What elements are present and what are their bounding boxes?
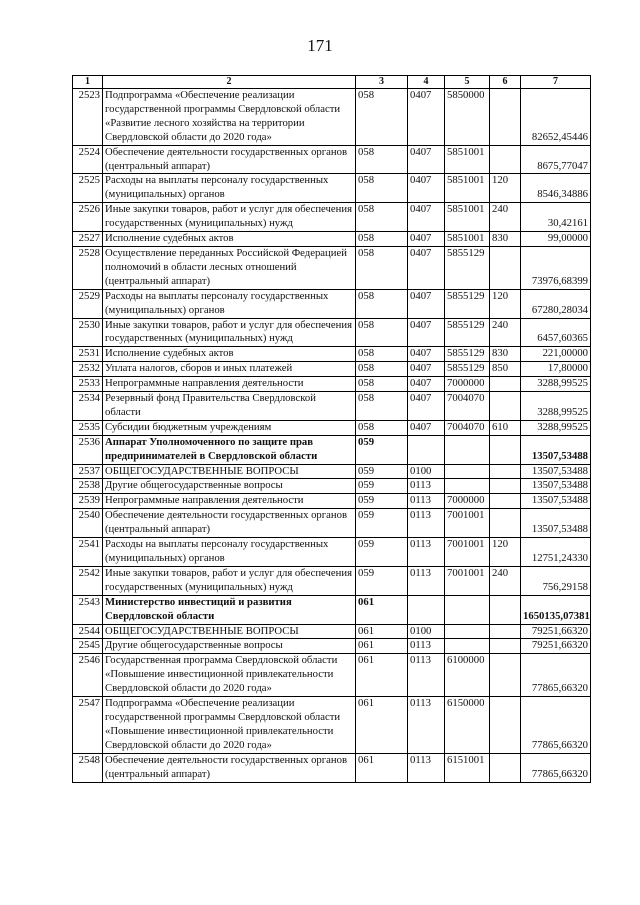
row-code-expense (490, 145, 521, 174)
row-code-section: 0100 (408, 464, 445, 479)
row-number: 2527 (73, 232, 103, 247)
row-code-expense (490, 654, 521, 697)
row-code-admin: 058 (356, 318, 408, 347)
table-row (73, 538, 591, 567)
row-code-expense (490, 595, 521, 624)
row-code-target (445, 595, 490, 624)
header-col-6: 6 (490, 76, 521, 89)
row-code-section: 0113 (408, 538, 445, 567)
row-code-expense (490, 624, 521, 639)
header-col-4: 4 (408, 76, 445, 89)
row-amount: 13507,53488 (521, 494, 591, 509)
table-row (73, 89, 591, 146)
row-number: 2537 (73, 464, 103, 479)
row-code-expense: 120 (490, 174, 521, 203)
row-code-admin: 061 (356, 697, 408, 754)
row-code-admin: 059 (356, 464, 408, 479)
row-description: Расходы на выплаты персоналу государственных (муниципальных) органов (103, 538, 356, 567)
row-description: Непрограммные направления деятельности (103, 494, 356, 509)
row-description: Подпрограмма «Обеспечение реализации государственной программы Свердловской области «Развитие лесного хозяйства на территории Свердловской области до 2020 года» (103, 89, 356, 146)
row-amount: 13507,53488 (521, 464, 591, 479)
row-number: 2546 (73, 654, 103, 697)
row-code-expense: 240 (490, 566, 521, 595)
row-code-expense: 240 (490, 203, 521, 232)
row-code-target: 5855129 (445, 362, 490, 377)
row-code-section: 0407 (408, 289, 445, 318)
row-number: 2525 (73, 174, 103, 203)
row-description: ОБЩЕГОСУДАРСТВЕННЫЕ ВОПРОСЫ (103, 624, 356, 639)
row-code-admin: 059 (356, 494, 408, 509)
row-description: Аппарат Уполномоченного по защите прав предпринимателей в Свердловской области (103, 435, 356, 464)
table-row (73, 174, 591, 203)
row-amount: 67280,28034 (521, 289, 591, 318)
row-code-section: 0407 (408, 347, 445, 362)
row-code-section: 0113 (408, 753, 445, 782)
table-row (73, 435, 591, 464)
row-code-admin: 058 (356, 362, 408, 377)
table-row (73, 566, 591, 595)
row-description: Иные закупки товаров, работ и услуг для обеспечения государственных (муниципальных) нужд (103, 318, 356, 347)
row-code-expense: 120 (490, 538, 521, 567)
row-code-section: 0407 (408, 232, 445, 247)
row-code-target: 7000000 (445, 494, 490, 509)
row-code-section: 0407 (408, 362, 445, 377)
page-number: 171 (307, 36, 333, 55)
row-code-target: 7001001 (445, 538, 490, 567)
row-code-target: 5850000 (445, 89, 490, 146)
table-row (73, 697, 591, 754)
row-code-target: 5855129 (445, 289, 490, 318)
row-code-expense (490, 509, 521, 538)
row-code-section: 0407 (408, 318, 445, 347)
row-number: 2539 (73, 494, 103, 509)
table-row (73, 494, 591, 509)
row-amount: 756,29158 (521, 566, 591, 595)
row-number: 2538 (73, 479, 103, 494)
row-code-expense: 240 (490, 318, 521, 347)
table-row (73, 392, 591, 421)
row-code-target: 5855129 (445, 246, 490, 289)
table-row (73, 639, 591, 654)
row-code-expense (490, 377, 521, 392)
row-code-section: 0113 (408, 566, 445, 595)
row-code-section (408, 435, 445, 464)
table-row (73, 753, 591, 782)
row-number: 2533 (73, 377, 103, 392)
row-amount: 8546,34886 (521, 174, 591, 203)
row-code-target (445, 479, 490, 494)
row-code-section: 0407 (408, 89, 445, 146)
row-description: Уплата налогов, сборов и иных платежей (103, 362, 356, 377)
row-code-admin: 058 (356, 377, 408, 392)
row-code-target (445, 624, 490, 639)
row-number: 2531 (73, 347, 103, 362)
row-code-expense (490, 435, 521, 464)
row-code-section: 0113 (408, 639, 445, 654)
row-amount: 17,80000 (521, 362, 591, 377)
row-code-expense (490, 464, 521, 479)
row-code-section: 0113 (408, 654, 445, 697)
row-number: 2542 (73, 566, 103, 595)
row-description: Другие общегосударственные вопросы (103, 479, 356, 494)
row-code-target: 5851001 (445, 174, 490, 203)
row-description: Непрограммные направления деятельности (103, 377, 356, 392)
row-code-section: 0100 (408, 624, 445, 639)
row-code-target: 6150000 (445, 697, 490, 754)
header-col-5: 5 (445, 76, 490, 89)
row-code-target: 7001001 (445, 566, 490, 595)
table-row (73, 318, 591, 347)
row-description: Министерство инвестиций и развития Свердловской области (103, 595, 356, 624)
row-amount: 77865,66320 (521, 654, 591, 697)
row-description: Обеспечение деятельности государственных органов (центральный аппарат) (103, 145, 356, 174)
row-amount: 221,00000 (521, 347, 591, 362)
row-number: 2544 (73, 624, 103, 639)
row-amount: 79251,66320 (521, 639, 591, 654)
row-amount: 13507,53488 (521, 479, 591, 494)
row-description: Обеспечение деятельности государственных органов (центральный аппарат) (103, 509, 356, 538)
row-code-target: 7004070 (445, 420, 490, 435)
table-row (73, 289, 591, 318)
row-number: 2523 (73, 89, 103, 146)
row-number: 2535 (73, 420, 103, 435)
row-amount: 6457,60365 (521, 318, 591, 347)
row-number: 2528 (73, 246, 103, 289)
row-code-section: 0407 (408, 145, 445, 174)
row-number: 2524 (73, 145, 103, 174)
table-row (73, 509, 591, 538)
row-code-admin: 061 (356, 595, 408, 624)
row-amount: 3288,99525 (521, 392, 591, 421)
row-code-target: 5851001 (445, 232, 490, 247)
row-code-expense (490, 392, 521, 421)
row-description: Государственная программа Свердловской области «Повышение инвестиционной привлекательности Свердловской области до 2020 года» (103, 654, 356, 697)
header-col-2: 2 (103, 76, 356, 89)
row-code-admin: 058 (356, 174, 408, 203)
row-code-admin: 058 (356, 392, 408, 421)
row-code-target (445, 639, 490, 654)
row-code-target: 7000000 (445, 377, 490, 392)
row-code-admin: 059 (356, 566, 408, 595)
row-code-admin: 059 (356, 538, 408, 567)
row-amount: 12751,24330 (521, 538, 591, 567)
row-code-section: 0407 (408, 392, 445, 421)
table-header-row (73, 76, 591, 89)
row-code-expense (490, 479, 521, 494)
row-description: Расходы на выплаты персоналу государственных (муниципальных) органов (103, 174, 356, 203)
row-code-target (445, 464, 490, 479)
row-code-target (445, 435, 490, 464)
row-number: 2534 (73, 392, 103, 421)
row-amount: 99,00000 (521, 232, 591, 247)
row-number: 2543 (73, 595, 103, 624)
row-code-section: 0407 (408, 203, 445, 232)
table-row (73, 420, 591, 435)
row-description: Субсидии бюджетным учреждениям (103, 420, 356, 435)
table-row (73, 595, 591, 624)
row-amount: 73976,68399 (521, 246, 591, 289)
row-description: Осуществление переданных Российской Федерацией полномочий в области лесных отношений (центральный аппарат) (103, 246, 356, 289)
row-code-admin: 059 (356, 479, 408, 494)
budget-table (72, 75, 591, 783)
row-code-section: 0407 (408, 377, 445, 392)
row-number: 2547 (73, 697, 103, 754)
row-number: 2530 (73, 318, 103, 347)
row-code-admin: 058 (356, 232, 408, 247)
table-row (73, 203, 591, 232)
table-row (73, 624, 591, 639)
row-amount: 77865,66320 (521, 697, 591, 754)
row-code-target: 5851001 (445, 145, 490, 174)
row-code-admin: 061 (356, 753, 408, 782)
row-code-target: 6151001 (445, 753, 490, 782)
row-description: Иные закупки товаров, работ и услуг для обеспечения государственных (муниципальных) нужд (103, 203, 356, 232)
row-amount: 79251,66320 (521, 624, 591, 639)
row-amount: 8675,77047 (521, 145, 591, 174)
row-code-target: 7004070 (445, 392, 490, 421)
row-description: Обеспечение деятельности государственных органов (центральный аппарат) (103, 753, 356, 782)
row-code-expense (490, 246, 521, 289)
row-number: 2545 (73, 639, 103, 654)
row-amount: 77865,66320 (521, 753, 591, 782)
table-row (73, 347, 591, 362)
row-number: 2536 (73, 435, 103, 464)
row-code-admin: 058 (356, 347, 408, 362)
row-code-expense (490, 89, 521, 146)
row-code-section: 0407 (408, 420, 445, 435)
row-code-admin: 059 (356, 435, 408, 464)
row-code-expense (490, 697, 521, 754)
row-code-section: 0113 (408, 697, 445, 754)
row-code-admin: 061 (356, 624, 408, 639)
row-amount: 30,42161 (521, 203, 591, 232)
row-code-target: 7001001 (445, 509, 490, 538)
row-code-expense (490, 753, 521, 782)
row-code-expense: 610 (490, 420, 521, 435)
table-row (73, 377, 591, 392)
row-description: Резервный фонд Правительства Свердловской области (103, 392, 356, 421)
row-number: 2541 (73, 538, 103, 567)
row-amount: 82652,45446 (521, 89, 591, 146)
row-code-expense: 830 (490, 347, 521, 362)
table-row (73, 654, 591, 697)
table-row (73, 232, 591, 247)
row-code-admin: 058 (356, 246, 408, 289)
table-row (73, 145, 591, 174)
row-description: Исполнение судебных актов (103, 347, 356, 362)
row-code-admin: 061 (356, 639, 408, 654)
row-description: Подпрограмма «Обеспечение реализации государственной программы Свердловской области «Повышение инвестиционной привлекательности Свердловской области до 2020 года» (103, 697, 356, 754)
row-code-expense (490, 639, 521, 654)
row-code-target: 6100000 (445, 654, 490, 697)
row-code-expense: 830 (490, 232, 521, 247)
row-description: Исполнение судебных актов (103, 232, 356, 247)
row-amount: 3288,99525 (521, 420, 591, 435)
row-number: 2526 (73, 203, 103, 232)
row-description: Расходы на выплаты персоналу государственных (муниципальных) органов (103, 289, 356, 318)
table-row (73, 479, 591, 494)
row-amount: 3288,99525 (521, 377, 591, 392)
row-number: 2548 (73, 753, 103, 782)
row-code-expense: 850 (490, 362, 521, 377)
row-code-section: 0407 (408, 246, 445, 289)
row-code-admin: 058 (356, 145, 408, 174)
row-code-section (408, 595, 445, 624)
row-code-admin: 058 (356, 420, 408, 435)
row-number: 2532 (73, 362, 103, 377)
header-col-7: 7 (521, 76, 591, 89)
row-number: 2540 (73, 509, 103, 538)
row-code-section: 0113 (408, 479, 445, 494)
table-row (73, 464, 591, 479)
row-description: Другие общегосударственные вопросы (103, 639, 356, 654)
row-amount: 13507,53488 (521, 435, 591, 464)
row-code-admin: 058 (356, 89, 408, 146)
row-description: Иные закупки товаров, работ и услуг для обеспечения государственных (муниципальных) нужд (103, 566, 356, 595)
table-row (73, 246, 591, 289)
row-code-target: 5855129 (445, 318, 490, 347)
row-code-section: 0407 (408, 174, 445, 203)
row-code-expense (490, 494, 521, 509)
row-code-admin: 061 (356, 654, 408, 697)
row-amount: 13507,53488 (521, 509, 591, 538)
table-row (73, 362, 591, 377)
row-code-section: 0113 (408, 494, 445, 509)
row-code-target: 5851001 (445, 203, 490, 232)
row-code-section: 0113 (408, 509, 445, 538)
row-amount: 1650135,07381 (521, 595, 591, 624)
row-description: ОБЩЕГОСУДАРСТВЕННЫЕ ВОПРОСЫ (103, 464, 356, 479)
row-code-admin: 058 (356, 203, 408, 232)
header-col-1: 1 (73, 76, 103, 89)
row-number: 2529 (73, 289, 103, 318)
row-code-admin: 059 (356, 509, 408, 538)
row-code-target: 5855129 (445, 347, 490, 362)
row-code-expense: 120 (490, 289, 521, 318)
row-code-admin: 058 (356, 289, 408, 318)
header-col-3: 3 (356, 76, 408, 89)
